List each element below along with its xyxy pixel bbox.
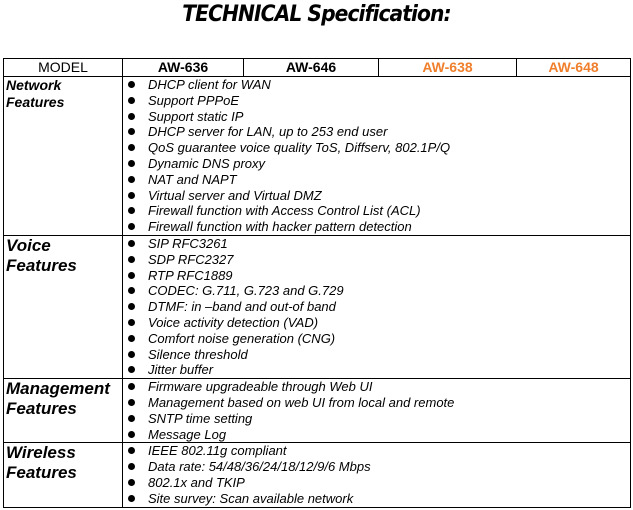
bullet-icon xyxy=(128,287,135,294)
feature-item xyxy=(123,188,630,204)
feature-text: NAT and NAPT xyxy=(148,171,237,187)
feature-text: Support static IP xyxy=(148,108,244,124)
feature-text: Message Log xyxy=(148,426,227,442)
feature-text: Firmware upgradeable through Web UI xyxy=(148,379,373,395)
feature-text: Data rate: 54/48/36/24/18/12/9/6 Mbps xyxy=(148,459,371,475)
feature-item xyxy=(123,395,630,411)
bullet-icon xyxy=(128,447,135,454)
bullet-icon xyxy=(128,415,135,422)
feature-item xyxy=(123,411,630,427)
bullet-icon xyxy=(128,463,135,470)
bullet-icon xyxy=(128,113,135,120)
section-row-voice xyxy=(4,235,631,378)
bullet-icon xyxy=(128,303,135,310)
feature-item xyxy=(123,219,630,235)
header-row xyxy=(4,59,631,77)
page-title: TECHNICAL Specification: xyxy=(182,2,451,27)
feature-text: Site survey: Scan available network xyxy=(148,490,354,506)
feature-item xyxy=(123,427,630,443)
feature-text: DHCP server for LAN, up to 253 end user xyxy=(148,124,388,140)
section-label-voice xyxy=(4,235,123,378)
feature-list-management xyxy=(123,379,630,442)
feature-list-wireless xyxy=(123,443,630,506)
model-header: MODEL xyxy=(4,59,123,77)
feature-text: SNTP time setting xyxy=(148,410,253,426)
feature-text: Jitter buffer xyxy=(148,362,214,378)
feature-cell-management xyxy=(123,379,631,443)
section-label-line2: Features xyxy=(6,463,77,483)
feature-cell-wireless xyxy=(123,443,631,507)
feature-item xyxy=(123,362,630,378)
feature-cell-voice xyxy=(123,235,631,378)
bullet-icon xyxy=(128,366,135,373)
feature-cell-network xyxy=(123,77,631,236)
section-label-network xyxy=(4,77,123,236)
feature-text: Firewall function with Access Control List (ACL) xyxy=(148,203,421,219)
model-aw-646: AW-646 xyxy=(244,59,379,77)
feature-text: Virtual server and Virtual DMZ xyxy=(148,187,322,203)
feature-text: DHCP client for WAN xyxy=(148,77,271,92)
section-label-line2: Features xyxy=(6,255,77,275)
feature-text: Silence threshold xyxy=(148,346,248,362)
feature-text: QoS guarantee voice quality ToS, Diffserv, 802.1P/Q xyxy=(148,140,451,156)
feature-text: CODEC: G.711, G.723 and G.729 xyxy=(148,283,344,299)
feature-item xyxy=(123,475,630,491)
bullet-icon xyxy=(128,256,135,263)
section-label-line2: Features xyxy=(6,399,77,419)
bullet-icon xyxy=(128,81,135,88)
section-label-management xyxy=(4,379,123,443)
feature-item xyxy=(123,268,630,284)
feature-item xyxy=(123,77,630,93)
section-row-wireless xyxy=(4,443,631,507)
feature-text: SDP RFC2327 xyxy=(148,251,234,267)
model-aw-638: AW-638 xyxy=(379,59,517,77)
feature-item xyxy=(123,236,630,252)
section-row-management xyxy=(4,379,631,443)
feature-text: 802.1x and TKIP xyxy=(148,474,245,490)
feature-text: Dynamic DNS proxy xyxy=(148,155,266,171)
bullet-icon xyxy=(128,495,135,502)
bullet-icon xyxy=(128,223,135,230)
feature-text: Management based on web UI from local and remote xyxy=(148,394,455,410)
feature-item xyxy=(123,299,630,315)
feature-text: SIP RFC3261 xyxy=(148,235,228,251)
bullet-icon xyxy=(128,431,135,438)
bullet-icon xyxy=(128,192,135,199)
feature-item xyxy=(123,124,630,140)
section-label-line1: Network xyxy=(6,77,62,93)
feature-item xyxy=(123,203,630,219)
feature-text: Firewall function with hacker pattern detection xyxy=(148,219,412,235)
bullet-icon xyxy=(128,144,135,151)
feature-text: Comfort noise generation (CNG) xyxy=(148,330,336,346)
model-aw-636: AW-636 xyxy=(123,59,244,77)
section-label-wireless xyxy=(4,443,123,507)
section-label-line2: Features xyxy=(6,94,65,110)
feature-text: Voice activity detection (VAD) xyxy=(148,314,319,330)
bullet-icon xyxy=(128,160,135,167)
model-aw-648: AW-648 xyxy=(517,59,631,77)
bullet-icon xyxy=(128,399,135,406)
bullet-icon xyxy=(128,272,135,279)
feature-item xyxy=(123,93,630,109)
bullet-icon xyxy=(128,335,135,342)
section-row-network xyxy=(4,77,631,236)
bullet-icon xyxy=(128,479,135,486)
feature-text: DTMF: in –band and out-of band xyxy=(148,299,336,315)
bullet-icon xyxy=(128,240,135,247)
bullet-icon xyxy=(128,383,135,390)
feature-item xyxy=(123,443,630,459)
feature-item xyxy=(123,172,630,188)
bullet-icon xyxy=(128,128,135,135)
feature-item xyxy=(123,459,630,475)
feature-list-voice xyxy=(123,236,630,378)
feature-item xyxy=(123,331,630,347)
section-label-line1: Management xyxy=(6,379,110,399)
bullet-icon xyxy=(128,176,135,183)
feature-text: RTP RFC1889 xyxy=(148,267,233,283)
feature-item xyxy=(123,252,630,268)
feature-list-network xyxy=(123,77,630,235)
bullet-icon xyxy=(128,97,135,104)
bullet-icon xyxy=(128,207,135,214)
feature-text: Support PPPoE xyxy=(148,92,240,108)
section-label-line1: Wireless xyxy=(6,443,76,463)
spec-table xyxy=(3,58,631,508)
bullet-icon xyxy=(128,351,135,358)
feature-item xyxy=(123,156,630,172)
bullet-icon xyxy=(128,319,135,326)
feature-item xyxy=(123,491,630,507)
feature-text: IEEE 802.11g compliant xyxy=(148,443,287,459)
feature-item xyxy=(123,283,630,299)
feature-item xyxy=(123,315,630,331)
feature-item xyxy=(123,347,630,363)
feature-item xyxy=(123,140,630,156)
feature-item xyxy=(123,109,630,125)
feature-item xyxy=(123,379,630,395)
section-label-line1: Voice xyxy=(6,235,51,255)
